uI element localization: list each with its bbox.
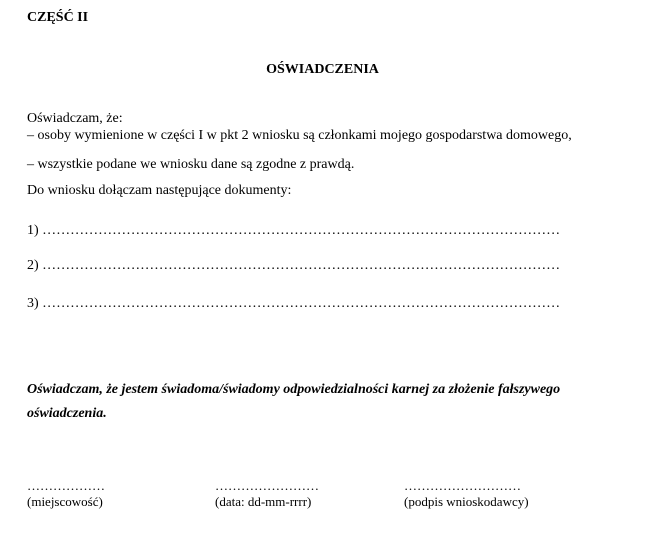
declaration-line-2: oświadczenia. [27, 406, 107, 421]
attachments-intro: Do wniosku dołączam następujące dokumenty: [27, 183, 292, 198]
section-title: OŚWIADCZENIA [266, 62, 379, 77]
attachment-number: 2) [27, 258, 39, 273]
signature-field-label: (podpis wnioskodawcy) [404, 494, 529, 509]
signature-place [27, 478, 105, 510]
date-field-label: (data: dd-mm-rrrr) [215, 494, 312, 509]
signature-applicant [404, 478, 529, 510]
part-heading: CZĘŚĆ II [27, 10, 89, 25]
attachment-dots[interactable]: ………………………………………………………………………………………………… [42, 223, 561, 238]
date-field-dots[interactable]: …………………… [215, 478, 319, 493]
signature-field-dots[interactable]: ……………………… [404, 478, 521, 493]
attachment-number: 3) [27, 296, 39, 311]
place-field-label: (miejscowość) [27, 494, 103, 509]
signature-date [215, 478, 319, 510]
statement-1: – osoby wymienione w części I w pkt 2 wniosku są członkami mojego gospodarstwa domowego, [27, 128, 572, 143]
intro-text: Oświadczam, że: [27, 111, 123, 126]
statement-2: – wszystkie podane we wniosku dane są zgodne z prawdą. [27, 157, 355, 172]
attachment-dots[interactable]: ………………………………………………………………………………………………… [42, 258, 561, 273]
attachment-item-3 [27, 295, 560, 312]
place-field-dots[interactable]: ……………… [27, 478, 105, 493]
attachment-item-2 [27, 257, 560, 274]
attachment-dots[interactable]: ………………………………………………………………………………………………… [42, 296, 561, 311]
attachment-number: 1) [27, 223, 39, 238]
declaration-line-1: Oświadczam, że jestem świadoma/świadomy odpowiedzialności karnej za złożenie fałszywego [27, 382, 561, 397]
attachment-item-1 [27, 222, 560, 239]
